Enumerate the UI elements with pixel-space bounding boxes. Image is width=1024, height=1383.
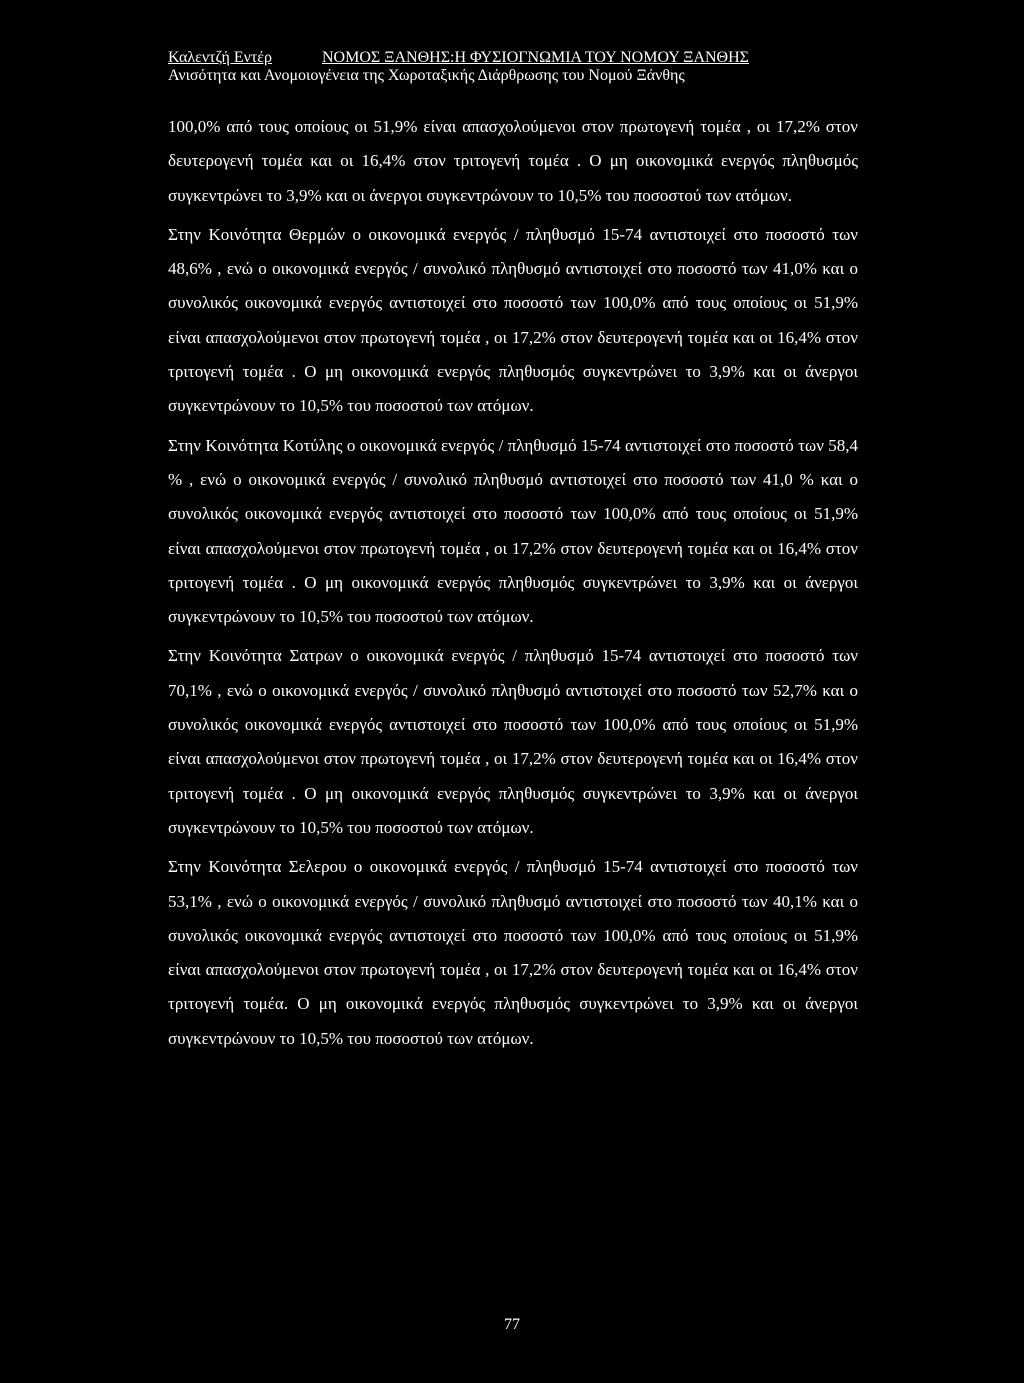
page-number: 77 <box>504 1316 520 1333</box>
paragraph-thermon: Στην Κοινότητα Θερμών ο οικονομικά ενεργός / πληθυσμό 15-74 αντιστοιχεί στο ποσοστό των 48,6% , ενώ ο οικονομικά ενεργός / συνολικό πληθυσμό αντιστοιχεί στο ποσοστό των 41,0% και ο συνολικός οικονομικά ενεργός αντιστοιχεί στο ποσοστό των 100,0% από τους οποίους οι 51,9% είναι απασχολούμενοι στον πρωτογενή τομέα , οι 17,2% στον δευτερογενή τομέα και οι 16,4% στον τριτογενή τομέα . Ο μη οικονομικά ενεργός πληθυσμός συγκεντρώνει το 3,9% και οι άνεργοι συγκεντρώνουν το 10,5% του ποσοστού των ατόμων. <box>168 224 858 416</box>
document-body <box>168 110 858 1056</box>
header-title: ΝΟΜΟΣ ΞΑΝΘΗΣ:Η ΦΥΣΙΟΓΝΩΜΙΑ ΤΟΥ ΝΟΜΟΥ ΞΑΝΘΗΣ <box>322 49 749 66</box>
paragraph-kotylis: Στην Κοινότητα Κοτύλης ο οικονομικά ενεργός / πληθυσμό 15-74 αντιστοιχεί στο ποσοστό των 58,4 % , ενώ ο οικονομικά ενεργός / συνολικό πληθυσμό αντιστοιχεί στο ποσοστό των 41,0 % και ο συνολικός οικονομικά ενεργός αντιστοιχεί στο ποσοστό των 100,0% από τους οποίους οι 51,9% είναι απασχολούμενοι στον πρωτογενή τομέα , οι 17,2% στον δευτερογενή τομέα και οι 16,4% στον τριτογενή τομέα . Ο μη οικονομικά ενεργός πληθυσμός συγκεντρώνει το 3,9% και οι άνεργοι συγκεντρώνουν το 10,5% του ποσοστού των ατόμων. <box>168 435 858 627</box>
page-header <box>168 49 868 85</box>
paragraph-selerou: Στην Κοινότητα Σελερου ο οικονομικά ενεργός / πληθυσμό 15-74 αντιστοιχεί στο ποσοστό των 53,1% , ενώ ο οικονομικά ενεργός / συνολικό πληθυσμό αντιστοιχεί στο ποσοστό των 40,1% και ο συνολικός οικονομικά ενεργός αντιστοιχεί στο ποσοστό των 100,0% από τους οποίους οι 51,9% είναι απασχολούμενοι στον πρωτογενή τομέα , οι 17,2% στον δευτερογενή τομέα και οι 16,4% στον τριτογενή τομέα. Ο μη οικονομικά ενεργός πληθυσμός συγκεντρώνει το 3,9% και οι άνεργοι συγκεντρώνουν το 10,5% του ποσοστού των ατόμων. <box>168 857 858 1048</box>
header-top-line <box>168 49 868 67</box>
paragraph-continuation: 100,0% από τους οποίους οι 51,9% είναι απασχολούμενοι στον πρωτογενή τομέα , οι 17,2% στον δευτερογενή τομέα και οι 16,4% στον τριτογενή τομέα . Ο μη οικονομικά ενεργός πληθυσμός συγκεντρώνει το 3,9% και οι άνεργοι συγκεντρώνουν το 10,5% του ποσοστού των ατόμων. <box>168 117 858 205</box>
paragraph-satron: Στην Κοινότητα Σατρων ο οικονομικά ενεργός / πληθυσμό 15-74 αντιστοιχεί στο ποσοστό των 70,1% , ενώ ο οικονομικά ενεργός / συνολικό πληθυσμό αντιστοιχεί στο ποσοστό των 52,7% και ο συνολικός οικονομικά ενεργός αντιστοιχεί στο ποσοστό των 100,0% από τους οποίους οι 51,9% είναι απασχολούμενοι στον πρωτογενή τομέα , οι 17,2% στον δευτερογενή τομέα και οι 16,4% στον τριτογενή τομέα . Ο μη οικονομικά ενεργός πληθυσμός συγκεντρώνει το 3,9% και οι άνεργοι συγκεντρώνουν το 10,5% του ποσοστού των ατόμων. <box>168 646 858 837</box>
header-author: Καλεντζή Εντέρ <box>168 49 272 66</box>
header-subtitle: Ανισότητα και Ανομοιογένεια της Χωροταξικής Διάρθρωσης του Νομού Ξάνθης <box>168 67 685 84</box>
